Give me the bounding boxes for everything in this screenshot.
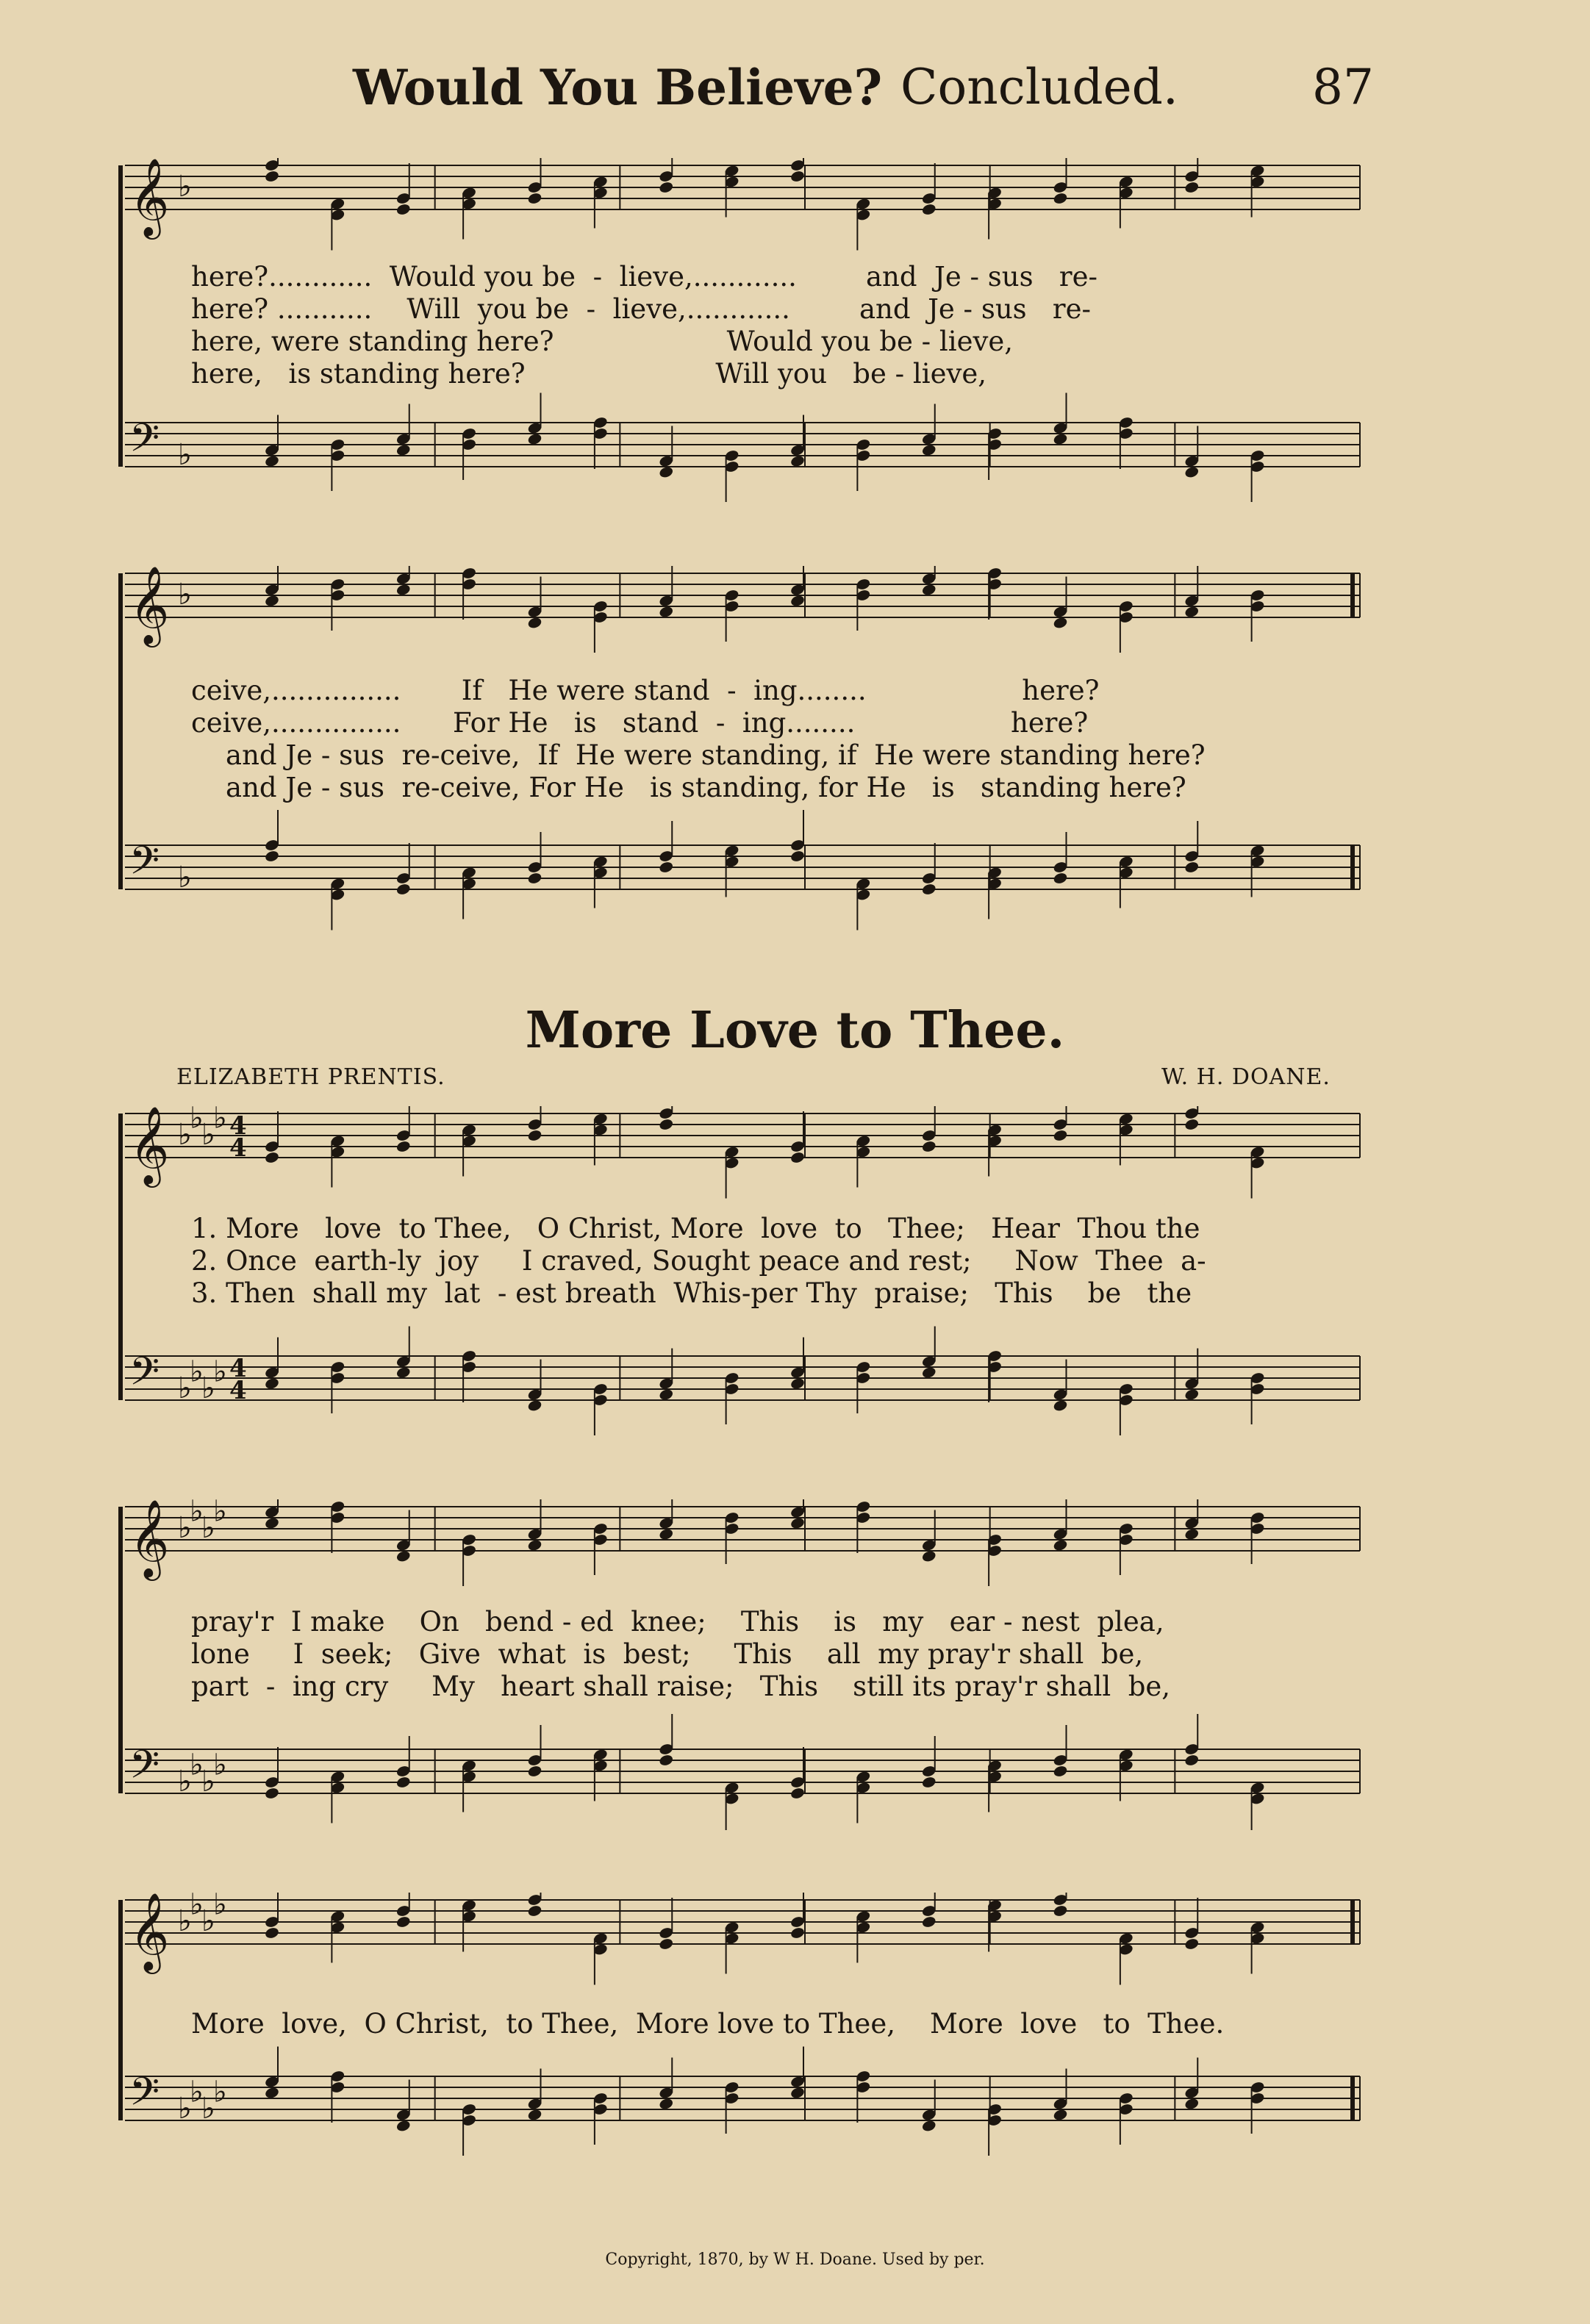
bass-clef-icon: 𝄢 bbox=[129, 839, 160, 893]
note-head bbox=[395, 583, 411, 596]
note-head bbox=[789, 454, 805, 467]
note-head bbox=[1184, 1118, 1200, 1131]
time-signature-bottom: 4 bbox=[229, 1133, 247, 1163]
note-head bbox=[1053, 432, 1068, 445]
lyrics-block bbox=[191, 2008, 1367, 2040]
flat-icon: ♭ bbox=[178, 438, 192, 472]
note-head bbox=[527, 1538, 542, 1552]
note-head bbox=[789, 170, 805, 183]
note-head bbox=[395, 1776, 411, 1789]
bass-clef-icon: 𝄢 bbox=[129, 416, 160, 470]
note-head bbox=[1053, 1129, 1068, 1142]
music-system-4 bbox=[118, 1499, 1367, 1830]
song-title: More Love to Thee. bbox=[525, 1001, 1065, 1060]
page-number: 87 bbox=[1312, 59, 1374, 115]
flat-icon: ♭ bbox=[213, 1893, 227, 1922]
note-head bbox=[1053, 1765, 1068, 1778]
flat-icon: ♭ bbox=[190, 2075, 204, 2109]
note-head bbox=[789, 594, 805, 607]
flat-icon: ♭ bbox=[178, 2092, 192, 2126]
note-head bbox=[527, 192, 542, 205]
bass-clef-icon: 𝄢 bbox=[129, 1349, 160, 1404]
treble-clef-icon: 𝄞 bbox=[129, 158, 170, 236]
note-head bbox=[1053, 192, 1068, 205]
note-head bbox=[1184, 1388, 1200, 1401]
note-head bbox=[1184, 1754, 1200, 1767]
note-head bbox=[659, 1118, 674, 1131]
flat-icon: ♭ bbox=[201, 1511, 215, 1545]
note-head bbox=[1184, 861, 1200, 874]
note-head bbox=[659, 605, 674, 618]
note-head bbox=[921, 1549, 937, 1563]
time-signature-top: 4 bbox=[229, 1111, 247, 1141]
note-head bbox=[395, 203, 411, 216]
lyrics-block bbox=[191, 675, 1367, 804]
note-head bbox=[395, 1549, 411, 1563]
lyric-line-4: and Je - sus re-ceive, For He is standing, for He is standing here? bbox=[191, 772, 1186, 803]
flat-icon: ♭ bbox=[178, 170, 192, 204]
music-system-2 bbox=[118, 566, 1367, 933]
flat-icon: ♭ bbox=[190, 1355, 204, 1389]
note-head bbox=[921, 1366, 937, 1379]
note-head bbox=[921, 583, 937, 596]
note-head bbox=[264, 1516, 279, 1529]
note-head bbox=[264, 1926, 279, 1940]
note-head bbox=[264, 1151, 279, 1164]
note-head bbox=[1184, 465, 1200, 478]
lyric-line-3: part - ing cry My heart shall raise; This still its pray'r shall be, bbox=[191, 1671, 1171, 1702]
composer-credit: W. H. DOANE. bbox=[1161, 1064, 1331, 1090]
time-signature-bottom: 4 bbox=[229, 1376, 247, 1405]
lyrics-block bbox=[191, 1606, 1367, 1703]
lyric-line-3: 3. Then shall my lat - est breath Whis-per Thy praise; This be the bbox=[191, 1277, 1192, 1309]
flat-icon: ♭ bbox=[190, 1499, 204, 1529]
lyric-line-4: here, is standing here? Will you be - lieve, bbox=[191, 358, 987, 390]
music-system-5 bbox=[118, 1893, 1367, 2172]
lyricist-credit: ELIZABETH PRENTIS. bbox=[176, 1064, 445, 1090]
note-head bbox=[1053, 1904, 1068, 1918]
lyric-line-1: 1. More love to Thee, O Christ, More love to Thee; Hear Thou the bbox=[191, 1213, 1200, 1244]
copyright-notice: Copyright, 1870, by W H. Doane. Used by per. bbox=[605, 2251, 985, 2269]
note-head bbox=[395, 1915, 411, 1929]
flat-icon: ♭ bbox=[190, 1106, 204, 1136]
lyric-line-1: ceive,............... If He were stand - ing........ here? bbox=[191, 675, 1100, 706]
note-head bbox=[395, 1140, 411, 1153]
note-head bbox=[264, 1377, 279, 1390]
treble-clef-icon: 𝄞 bbox=[129, 1106, 170, 1184]
lyrics-block bbox=[191, 261, 1367, 390]
music-system-1 bbox=[118, 158, 1367, 503]
note-head bbox=[264, 170, 279, 183]
flat-icon: ♭ bbox=[213, 1355, 227, 1389]
flat-icon: ♭ bbox=[178, 1371, 192, 1405]
note-head bbox=[264, 2086, 279, 2099]
lyric-line-2: 2. Once earth-ly joy I craved, Sought peace and rest; Now Thee a- bbox=[191, 1245, 1206, 1277]
flat-icon: ♭ bbox=[201, 1118, 215, 1152]
note-head bbox=[789, 1151, 805, 1164]
note-head bbox=[527, 616, 542, 629]
page-header bbox=[0, 59, 1590, 125]
note-head bbox=[1184, 1937, 1200, 1951]
note-head bbox=[264, 454, 279, 467]
flat-icon: ♭ bbox=[178, 861, 192, 894]
note-head bbox=[264, 850, 279, 863]
song-title-continued: Would You Believe? bbox=[353, 59, 883, 116]
flat-icon: ♭ bbox=[201, 1765, 215, 1798]
note-head bbox=[527, 2108, 542, 2121]
note-head bbox=[921, 2119, 937, 2132]
lyrics-block bbox=[191, 1213, 1367, 1310]
treble-clef-icon: 𝄞 bbox=[129, 1499, 170, 1577]
flat-icon: ♭ bbox=[178, 1511, 192, 1545]
flat-icon: ♭ bbox=[201, 2092, 215, 2126]
note-head bbox=[789, 1377, 805, 1390]
lyric-line-2: lone I seek; Give what is best; This all my pray'r shall be, bbox=[191, 1638, 1144, 1670]
flat-icon: ♭ bbox=[201, 1904, 215, 1938]
bass-clef-icon: 𝄢 bbox=[129, 2070, 160, 2124]
treble-clef-icon: 𝄞 bbox=[129, 566, 170, 644]
note-head bbox=[789, 850, 805, 863]
note-head bbox=[659, 181, 674, 194]
music-system-3 bbox=[118, 1106, 1367, 1437]
flat-icon: ♭ bbox=[178, 1118, 192, 1152]
note-head bbox=[1184, 181, 1200, 194]
note-head bbox=[1053, 1538, 1068, 1552]
note-head bbox=[659, 465, 674, 478]
lyric-line-3: and Je - sus re-ceive, If He were standing, if He were standing here? bbox=[191, 739, 1206, 771]
flat-icon: ♭ bbox=[213, 2075, 227, 2109]
note-head bbox=[789, 2086, 805, 2099]
flat-icon: ♭ bbox=[190, 1748, 204, 1782]
flat-icon: ♭ bbox=[213, 1499, 227, 1529]
note-head bbox=[395, 883, 411, 896]
note-head bbox=[659, 1937, 674, 1951]
flat-icon: ♭ bbox=[213, 1748, 227, 1782]
note-head bbox=[395, 1366, 411, 1379]
bass-clef-icon: 𝄢 bbox=[129, 1743, 160, 1797]
note-head bbox=[1184, 1527, 1200, 1541]
note-head bbox=[921, 1915, 937, 1929]
note-head bbox=[264, 594, 279, 607]
note-head bbox=[527, 1765, 542, 1778]
note-head bbox=[1053, 2108, 1068, 2121]
lyric-line-2: here? ........... Will you be - lieve,............ and Je - sus re- bbox=[191, 293, 1091, 325]
note-head bbox=[659, 1527, 674, 1541]
lyric-line-1: here?............ Would you be - lieve,............ and Je - sus re- bbox=[191, 261, 1097, 293]
time-signature-top: 4 bbox=[229, 1354, 247, 1383]
note-head bbox=[264, 1787, 279, 1800]
lyric-line-1: pray'r I make On bend - ed knee; This is my ear - nest plea, bbox=[191, 1606, 1164, 1638]
flat-icon: ♭ bbox=[178, 1765, 192, 1798]
note-head bbox=[527, 432, 542, 445]
concluded-label: Concluded. bbox=[900, 59, 1178, 115]
note-head bbox=[527, 1904, 542, 1918]
note-head bbox=[395, 2119, 411, 2132]
flat-icon: ♭ bbox=[178, 1904, 192, 1938]
note-head bbox=[921, 443, 937, 456]
note-head bbox=[527, 1129, 542, 1142]
note-head bbox=[395, 443, 411, 456]
note-head bbox=[789, 1787, 805, 1800]
lyric-line-2: ceive,............... For He is stand - ing........ here? bbox=[191, 707, 1089, 739]
lyric-line-1: More love, O Christ, to Thee, More love to Thee, More love to Thee. bbox=[191, 2008, 1225, 2040]
flat-icon: ♭ bbox=[201, 1371, 215, 1405]
treble-clef-icon: 𝄞 bbox=[129, 1893, 170, 1970]
note-head bbox=[921, 1776, 937, 1789]
note-head bbox=[1184, 2097, 1200, 2110]
note-head bbox=[1053, 1399, 1068, 1412]
note-head bbox=[789, 1516, 805, 1529]
note-head bbox=[659, 861, 674, 874]
note-head bbox=[921, 203, 937, 216]
note-head bbox=[921, 883, 937, 896]
note-head bbox=[659, 1754, 674, 1767]
note-head bbox=[659, 2097, 674, 2110]
flat-icon: ♭ bbox=[213, 1106, 227, 1136]
note-head bbox=[1053, 872, 1068, 885]
lyric-line-3: here, were standing here? Would you be - lieve, bbox=[191, 326, 1014, 357]
note-head bbox=[921, 1140, 937, 1153]
flat-icon: ♭ bbox=[178, 578, 192, 612]
note-head bbox=[789, 1926, 805, 1940]
note-head bbox=[1053, 616, 1068, 629]
note-head bbox=[527, 1399, 542, 1412]
note-head bbox=[527, 872, 542, 885]
flat-icon: ♭ bbox=[190, 1893, 204, 1922]
note-head bbox=[659, 1388, 674, 1401]
note-head bbox=[1184, 605, 1200, 618]
